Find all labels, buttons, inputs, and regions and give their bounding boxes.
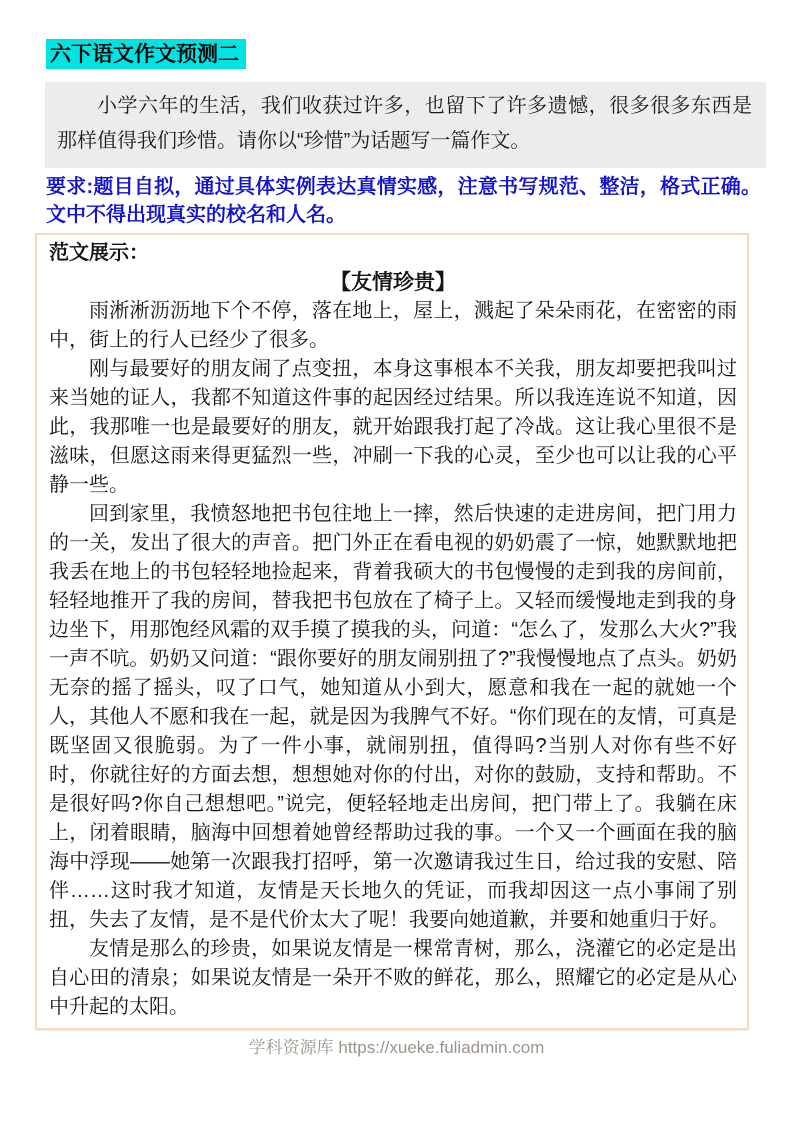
- essay-paragraph: 雨淅淅沥沥地下个不停，落在地上，屋上，溅起了朵朵雨花，在密密的雨中，街上的行人已经少了很多。: [49, 300, 737, 351]
- requirements-text: 要求:题目自拟，通过具体实例表达真情实感，注意书写规范、整洁，格式正确。文中不得出现真实的校名和人名。: [46, 176, 761, 226]
- essay-paragraph: 回到家里，我愤怒地把书包往地上一摔，然后快速的走进房间，把门用力的一关，发出了很大的声音。把门外正在看电视的奶奶震了一惊，她默默地把我丢在地上的书包轻轻地捡起来，背着我硕大的书包慢慢的走到我的房间前，轻轻地推开了我的房间，替我把书包放在了椅子上。又轻而缓慢地走到我的身边坐下，用那饱经风霜的双手摸了摸我的头，问道：“怎么了，发那么大火?”我一声不吭。奶奶又问道：“跟你要好的朋友闹别扭了?”我慢慢地点了点头。奶奶无奈的摇了摇头，叹了口气，她知道从小到大，愿意和我在一起的就她一个人，其他人不愿和我在一起，就是因为我脾气不好。“你们现在的友情，可真是既坚固又很脆弱。为了一件小事，就闹别扭，值得吗?当别人对你有些不好时，你就往好的方面去想，想想她对你的付出，对你的鼓励，支持和帮助。不是很好吗?你自己想想吧。”说完，便轻轻地走出房间，把门带上了。我躺在床上，闭着眼睛，脑海中回想着她曾经帮助过我的事。一个又一个画面在我的脑海中浮现——她第一次跟我打招呼，第一次邀请我过生日，给过我的安慰、陪伴……这时我才知道，友情是天长地久的凭证，而我却因这一点小事闹了别扭，失去了友情，是不是代价太大了呢！我要向她道歉，并要和她重归于好。: [49, 503, 737, 931]
- prompt-paragraph: 小学六年的生活，我们收获过许多，也留下了许多遗憾，很多很多东西是那样值得我们珍惜。请你以“珍惜”为话题写一篇作文。: [45, 82, 766, 168]
- essay-paragraph: 刚与最要好的朋友闹了点变扭，本身这事根本不关我，朋友却要把我叫过来当她的证人，我都不知道这件事的起因经过结果。所以我连连说不知道，因此，我那唯一也是最要好的朋友，就开始跟我打起了冷战。这让我心里很不是滋味，但愿这雨来得更猛烈一些，冲刷一下我的心灵，至少也可以让我的心平静一些。: [49, 358, 737, 496]
- essay-paragraph: 友情是那么的珍贵，如果说友情是一棵常青树，那么，浇灌它的必定是出自心田的清泉；如果说友情是一朵开不败的鲜花，那么，照耀它的必定是从心中升起的太阳。: [49, 938, 737, 1018]
- sample-essay-box: [35, 233, 749, 1030]
- essay-title: 【友情珍贵】: [330, 271, 456, 294]
- footer-watermark: 学科资源库 https://xueke.fuliadmin.com: [248, 1038, 545, 1057]
- page-title-highlight: 六下语文作文预测二: [46, 39, 246, 69]
- page-title: [46, 40, 793, 70]
- sample-label: 范文展示：: [49, 242, 149, 264]
